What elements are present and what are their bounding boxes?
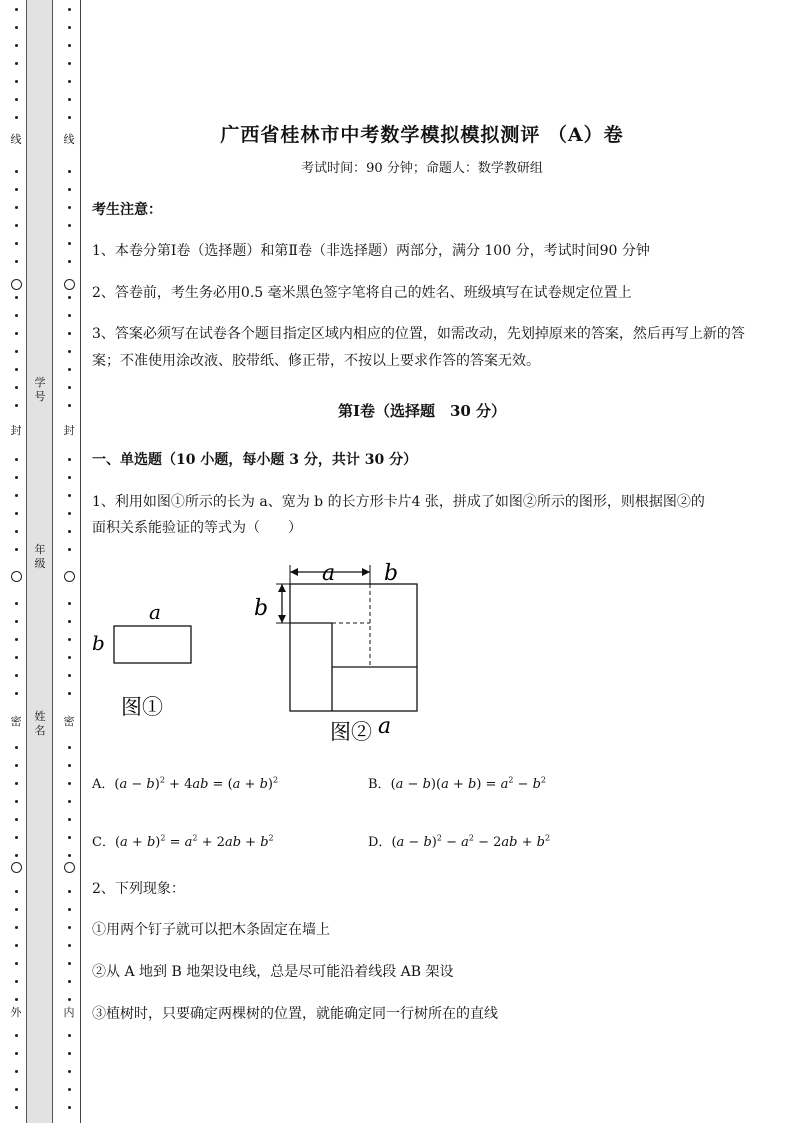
margin-dot <box>15 1052 18 1055</box>
margin-dot <box>15 224 18 227</box>
margin-dot <box>15 530 18 533</box>
q1-stem-line2: 面积关系能验证的等式为（ ） <box>92 520 302 536</box>
margin-dot <box>15 332 18 335</box>
margin-dot <box>68 746 71 749</box>
margin-dot <box>68 602 71 605</box>
margin-dot <box>15 944 18 947</box>
notice-item-1: 1、本卷分第Ⅰ卷（选择题）和第Ⅱ卷（非选择题）两部分，满分 100 分，考试时间90 分钟 <box>92 243 650 259</box>
margin-dot <box>68 260 71 263</box>
margin-dot <box>68 188 71 191</box>
margin-dot <box>68 242 71 245</box>
margin-dot <box>68 908 71 911</box>
margin-dot <box>15 602 18 605</box>
q1-option-b[interactable]: B．$(a - b)(a + b) = a^2 - b^2$ <box>368 775 547 792</box>
fig2-arrowhead <box>362 568 370 576</box>
exam-title: 广西省桂林市中考数学模拟模拟测评 （A）卷 <box>220 124 624 146</box>
q2-item-1: ①用两个钉子就可以把木条固定在墙上 <box>92 922 330 938</box>
q2-item-2: ②从 A 地到 B 地架设电线，总是尽可能沿着线段 AB 架设 <box>92 964 454 980</box>
margin-dot <box>15 818 18 821</box>
margin-dot <box>15 98 18 101</box>
margin-dot <box>68 368 71 371</box>
dotted-cut-line-outer <box>11 0 21 1123</box>
margin-dot <box>15 44 18 47</box>
margin-dot <box>68 620 71 623</box>
margin-dot <box>68 674 71 677</box>
margin-circle-mark <box>64 571 75 582</box>
margin-dot <box>15 548 18 551</box>
margin-dot <box>68 44 71 47</box>
field-name: 姓名 <box>34 710 46 737</box>
margin-word-seal-right: 封 <box>63 424 75 437</box>
option-a-label: A． <box>92 777 115 792</box>
margin-dot <box>68 1106 71 1109</box>
margin-word-seal-left: 封 <box>10 424 22 437</box>
fig2-outer-square <box>290 584 417 711</box>
margin-dot <box>68 800 71 803</box>
margin-dot <box>15 890 18 893</box>
notice-heading: 考生注意： <box>92 202 162 218</box>
margin-dot <box>15 242 18 245</box>
margin-dot <box>15 116 18 119</box>
margin-dot <box>68 782 71 785</box>
margin-dot <box>68 314 71 317</box>
figure-1 <box>92 600 191 719</box>
margin-dot <box>68 998 71 1001</box>
margin-dot <box>68 80 71 83</box>
option-d-label: D． <box>368 835 392 850</box>
margin-dot <box>15 800 18 803</box>
margin-word-line-left: 线 <box>10 133 22 146</box>
margin-dot <box>15 674 18 677</box>
fig1-rectangle <box>114 626 191 663</box>
dotted-cut-line-inner <box>64 0 74 1123</box>
margin-dot <box>15 1034 18 1037</box>
margin-dot <box>68 1034 71 1037</box>
section-title: 第Ⅰ卷（选择题 30 分） <box>337 402 507 420</box>
margin-dot <box>68 944 71 947</box>
q2-item-3: ③植树时，只要确定两棵树的位置，就能确定同一行树所在的直线 <box>92 1006 498 1022</box>
margin-dot <box>15 836 18 839</box>
margin-dot <box>68 26 71 29</box>
fig2-label-b-left: b <box>254 596 269 621</box>
margin-dot <box>68 170 71 173</box>
margin-dot <box>15 188 18 191</box>
part-heading: 一、单选题（10 小题，每小题 3 分，共计 30 分） <box>92 452 418 468</box>
margin-dot <box>15 620 18 623</box>
margin-dot <box>15 1070 18 1073</box>
margin-dot <box>15 80 18 83</box>
binding-margin <box>0 0 82 1123</box>
margin-dot <box>68 530 71 533</box>
margin-dot <box>15 854 18 857</box>
margin-dot <box>15 908 18 911</box>
margin-dot <box>15 764 18 767</box>
fig2-caption: 图② <box>330 720 372 744</box>
fig1-label-a: a <box>149 600 161 624</box>
exam-subtitle: 考试时间：90 分钟；命题人：数学教研组 <box>301 161 543 176</box>
margin-dot <box>68 404 71 407</box>
margin-dot <box>15 170 18 173</box>
margin-dot <box>68 458 71 461</box>
notice-item-2: 2、答卷前，考生务必用0.5 毫米黑色签字笔将自己的姓名、班级填写在试卷规定位置上 <box>92 285 632 301</box>
margin-dot <box>68 548 71 551</box>
margin-dot <box>15 296 18 299</box>
margin-dot <box>68 1070 71 1073</box>
margin-dot <box>68 926 71 929</box>
margin-dot <box>68 350 71 353</box>
margin-dot <box>15 350 18 353</box>
margin-dot <box>15 494 18 497</box>
margin-dot <box>68 890 71 893</box>
margin-word-inner: 内 <box>63 1006 75 1019</box>
field-student-id: 学号 <box>34 376 46 403</box>
margin-dot <box>68 962 71 965</box>
q1-stem-line1: 1、利用如图①所示的长为 a、宽为 b 的长方形卡片4 张，拼成了如图②所示的图形，则根据图②的 <box>92 494 705 510</box>
margin-circle-mark <box>64 862 75 873</box>
margin-dot <box>68 476 71 479</box>
margin-dot <box>68 1088 71 1091</box>
q2-stem: 2、下列现象： <box>92 881 185 897</box>
margin-dot <box>15 512 18 515</box>
margin-dot <box>68 764 71 767</box>
option-c-label: C． <box>92 835 115 850</box>
margin-dot <box>68 818 71 821</box>
margin-dot <box>15 692 18 695</box>
fig2-arrowhead <box>278 615 286 623</box>
q1-option-a[interactable]: A．$(a - b)^2 + 4ab = (a + b)^2$ <box>92 775 279 792</box>
margin-dot <box>15 386 18 389</box>
fig1-caption: 图① <box>121 695 163 719</box>
margin-dot <box>15 1106 18 1109</box>
margin-word-secret-left: 密 <box>10 715 22 728</box>
margin-dot <box>15 458 18 461</box>
margin-dot <box>68 656 71 659</box>
margin-circle-mark <box>11 571 22 582</box>
notice-item-3: 3、答案必须写在试卷各个题目指定区域内相应的位置，如需改动，先划掉原来的答案，然后再写上新的答案；不准使用涂改液、胶带纸、修正带，不按以上要求作答的答案无效。 <box>92 326 745 369</box>
margin-word-secret-right: 密 <box>63 715 75 728</box>
margin-dot <box>15 746 18 749</box>
fig1-label-b: b <box>92 631 105 655</box>
margin-dot <box>68 692 71 695</box>
margin-circle-mark <box>64 279 75 290</box>
margin-dot <box>15 260 18 263</box>
fig2-label-b-top: b <box>384 561 399 586</box>
margin-circle-mark <box>11 862 22 873</box>
fig2-arrowhead <box>290 568 298 576</box>
margin-dot <box>68 494 71 497</box>
margin-dot <box>15 62 18 65</box>
margin-dot <box>15 206 18 209</box>
margin-dot <box>68 836 71 839</box>
margin-dot <box>68 980 71 983</box>
margin-dot <box>68 638 71 641</box>
margin-dot <box>68 206 71 209</box>
margin-word-outer: 外 <box>10 1006 22 1019</box>
margin-dot <box>15 980 18 983</box>
margin-dot <box>15 26 18 29</box>
margin-dot <box>15 476 18 479</box>
margin-dot <box>68 854 71 857</box>
field-grade: 年级 <box>34 543 46 570</box>
margin-dot <box>68 332 71 335</box>
margin-dot <box>68 224 71 227</box>
binding-line <box>80 0 81 1123</box>
margin-dot <box>15 368 18 371</box>
margin-dot <box>15 314 18 317</box>
margin-word-line-right: 线 <box>63 133 75 146</box>
margin-dot <box>15 656 18 659</box>
margin-dot <box>15 962 18 965</box>
q1-figures <box>86 555 446 750</box>
margin-dot <box>15 638 18 641</box>
margin-dot <box>68 98 71 101</box>
margin-dot <box>15 782 18 785</box>
figure-2 <box>254 561 417 744</box>
margin-dot <box>15 404 18 407</box>
margin-dot <box>68 116 71 119</box>
margin-dot <box>15 926 18 929</box>
margin-dot <box>68 386 71 389</box>
margin-dot <box>15 1088 18 1091</box>
fig2-label-a-top: a <box>322 561 336 586</box>
margin-dot <box>68 8 71 11</box>
margin-circle-mark <box>11 279 22 290</box>
q1-option-d[interactable]: D．$(a - b)^2 - a^2 - 2ab + b^2$ <box>368 833 551 850</box>
option-b-label: B． <box>368 777 391 792</box>
margin-dot <box>68 512 71 515</box>
fig2-label-a-bottom: a <box>378 714 392 739</box>
margin-dot <box>15 8 18 11</box>
fig2-arrowhead <box>278 584 286 592</box>
margin-dot <box>68 62 71 65</box>
margin-dot <box>68 296 71 299</box>
q1-option-c[interactable]: C．$(a + b)^2 = a^2 + 2ab + b^2$ <box>92 833 274 850</box>
margin-dot <box>15 998 18 1001</box>
margin-dot <box>68 1052 71 1055</box>
